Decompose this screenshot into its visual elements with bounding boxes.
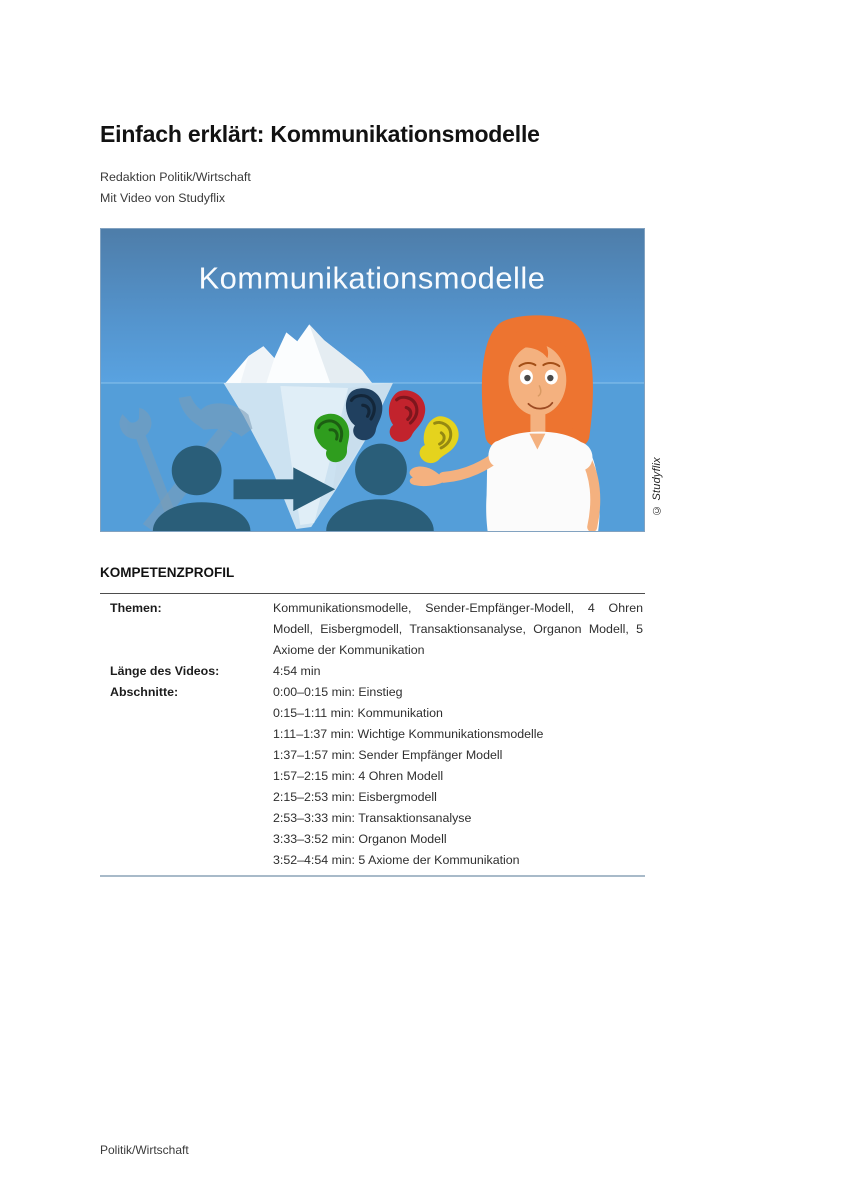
abschnitt-line: 1:57–2:15 min: 4 Ohren Modell	[273, 769, 444, 783]
abschnitt-line: 0:15–1:11 min: Kommunikation	[273, 706, 443, 720]
table-row-laenge	[100, 661, 645, 682]
abschnitt-line: 0:00–0:15 min: Einstieg	[273, 685, 403, 699]
abschnitt-line: 3:33–3:52 min: Organon Modell	[273, 832, 447, 846]
row-label: Länge des Videos:	[110, 664, 220, 678]
video-thumbnail	[100, 228, 645, 532]
kompetenzprofil-table	[100, 593, 645, 877]
table-row-abschnitte	[100, 682, 645, 871]
page-title: Einfach erklärt: Kommunikationsmodelle	[100, 121, 540, 147]
row-label: Abschnitte:	[110, 685, 179, 699]
table-row-themen	[100, 598, 645, 661]
thumbnail-title: Kommunikationsmodelle	[198, 260, 546, 296]
abschnitt-line: 1:11–1:37 min: Wichtige Kommunikationsmodelle	[273, 727, 544, 741]
kompetenzprofil-heading: KOMPETENZPROFIL	[100, 565, 235, 580]
row-label: Themen:	[110, 601, 162, 615]
abschnitt-line: 2:53–3:33 min: Transaktionsanalyse	[273, 811, 472, 825]
face	[508, 344, 566, 416]
abschnitt-line: 1:37–1:57 min: Sender Empfänger Modell	[273, 748, 503, 762]
abschnitt-line: 3:52–4:54 min: 5 Axiome der Kommunikation	[273, 853, 520, 867]
abschnitt-line: 2:15–2:53 min: Eisbergmodell	[273, 790, 437, 804]
row-value	[263, 682, 645, 871]
thumbnail-illustration	[101, 229, 644, 531]
byline-video: Mit Video von Studyflix	[100, 191, 226, 205]
byline-editor: Redaktion Politik/Wirtschaft	[100, 170, 251, 184]
image-credit: © Studyflix	[651, 457, 663, 516]
row-value: Kommunikationsmodelle, Sender-Empfänger-Modell, 4 Ohren Modell, Eisbergmodell, Transaktionsanalyse, Organon Modell, 5 Axiome der Kommunikation	[273, 601, 643, 657]
row-value: 4:54 min	[273, 664, 321, 678]
page-footer: Politik/Wirtschaft	[100, 1143, 189, 1157]
